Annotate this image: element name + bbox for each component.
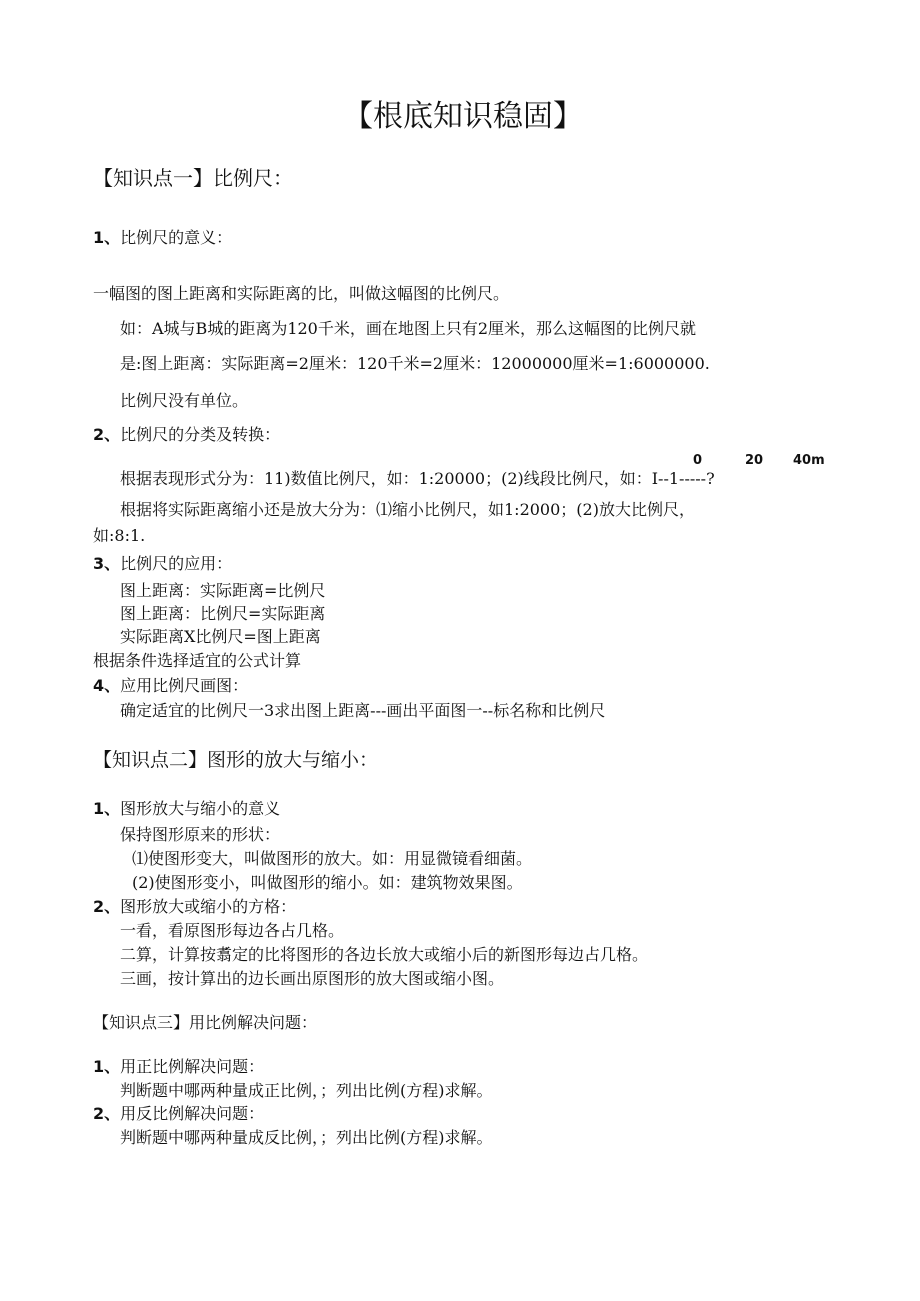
subsection-3-1 — [93, 1058, 264, 1076]
paragraph-line: 三画，按计算出的边长画出原图形的放大图或缩小图。 — [120, 969, 505, 988]
section-heading-2: 【知识点二】图形的放大与缩小： — [93, 749, 379, 771]
scale-tick-0: 0 — [693, 453, 703, 468]
subsection-1-4 — [93, 677, 248, 695]
paragraph-line: 是:图上距离：实际距离=2厘米：120千米=2厘米：12000000厘米=1:6000000. — [120, 354, 710, 373]
page-title: 【根底知识稳固】 — [343, 99, 583, 134]
paragraph-line: 确定适宜的比例尺一3求出图上距离---画出平面图一--标名称和比例尺 — [120, 701, 606, 720]
paragraph-line: 如:8:1. — [93, 526, 146, 545]
item-number: 1、 — [93, 1057, 121, 1076]
scale-tick-20: 20 — [745, 453, 764, 468]
formula-line: 图上距离：实际距离=比例尺 — [120, 581, 326, 600]
paragraph-line: 二算，计算按翥定的比将图形的各边长放大或缩小后的新图形每边占几格。 — [120, 945, 649, 964]
item-label: 比例尺的应用： — [120, 554, 233, 573]
paragraph-line: 根据将实际距离缩小还是放大分为：⑴缩小比例尺，如1:2000；(2)放大比例尺， — [120, 500, 695, 519]
item-label: 比例尺的意义： — [120, 228, 233, 247]
paragraph-line: 根据条件选择适宜的公式计算 — [93, 651, 302, 670]
item-label: 比例尺的分类及转换： — [120, 425, 281, 444]
item-label: 应用比例尺画图： — [120, 676, 249, 695]
section-heading-3: 【知识点三】用比例解决问题： — [93, 1013, 318, 1032]
item-label: 图形放大与缩小的意义 — [120, 799, 281, 818]
subsection-2-1 — [93, 800, 280, 818]
item-number: 2、 — [93, 425, 121, 444]
item-number: 2、 — [93, 897, 121, 916]
item-label: 用正比例解决问题： — [120, 1057, 265, 1076]
paragraph-line: 判断题中哪两种量成正比例，；列出比例(方程)求解。 — [120, 1081, 493, 1100]
paragraph-line: 根据表现形式分为：11)数值比例尺，如：1:20000；(2)线段比例尺，如：I--1-----? — [120, 469, 715, 488]
paragraph-line: 一看，看原图形每边各占几格。 — [120, 921, 345, 940]
item-number: 1、 — [93, 228, 121, 247]
formula-line: 图上距离：比例尺=实际距离 — [120, 604, 326, 623]
subsection-1-1 — [93, 229, 232, 247]
paragraph-line: (2)使图形变小，叫做图形的缩小。如：建筑物效果图。 — [132, 873, 523, 892]
paragraph-line: 如：A城与B城的距离为120千米，画在地图上只有2厘米，那么这幅图的比例尺就 — [120, 319, 697, 338]
item-label: 图形放大或缩小的方格： — [120, 897, 297, 916]
subsection-1-3 — [93, 555, 232, 573]
paragraph-line: 判断题中哪两种量成反比例，；列出比例(方程)求解。 — [120, 1128, 493, 1147]
subsection-3-2 — [93, 1105, 264, 1123]
paragraph-line: 一幅图的图上距离和实际距离的比，叫做这幅图的比例尺。 — [93, 284, 510, 303]
paragraph-line: ⑴使图形变大，叫做图形的放大。如：用显微镜看细菌。 — [132, 849, 533, 868]
item-number: 4、 — [93, 676, 121, 695]
scale-tick-40m: 40m — [793, 453, 825, 468]
paragraph-line: 比例尺没有单位。 — [120, 391, 249, 410]
item-number: 1、 — [93, 799, 121, 818]
paragraph-line: 保持图形原来的形状： — [120, 825, 281, 844]
subsection-1-2 — [93, 426, 280, 444]
formula-line: 实际距离X比例尺=图上距离 — [120, 627, 321, 646]
subsection-2-2 — [93, 898, 296, 916]
item-label: 用反比例解决问题： — [120, 1104, 265, 1123]
item-number: 3、 — [93, 554, 121, 573]
item-number: 2、 — [93, 1104, 121, 1123]
section-heading-1: 【知识点一】比例尺： — [93, 166, 293, 190]
